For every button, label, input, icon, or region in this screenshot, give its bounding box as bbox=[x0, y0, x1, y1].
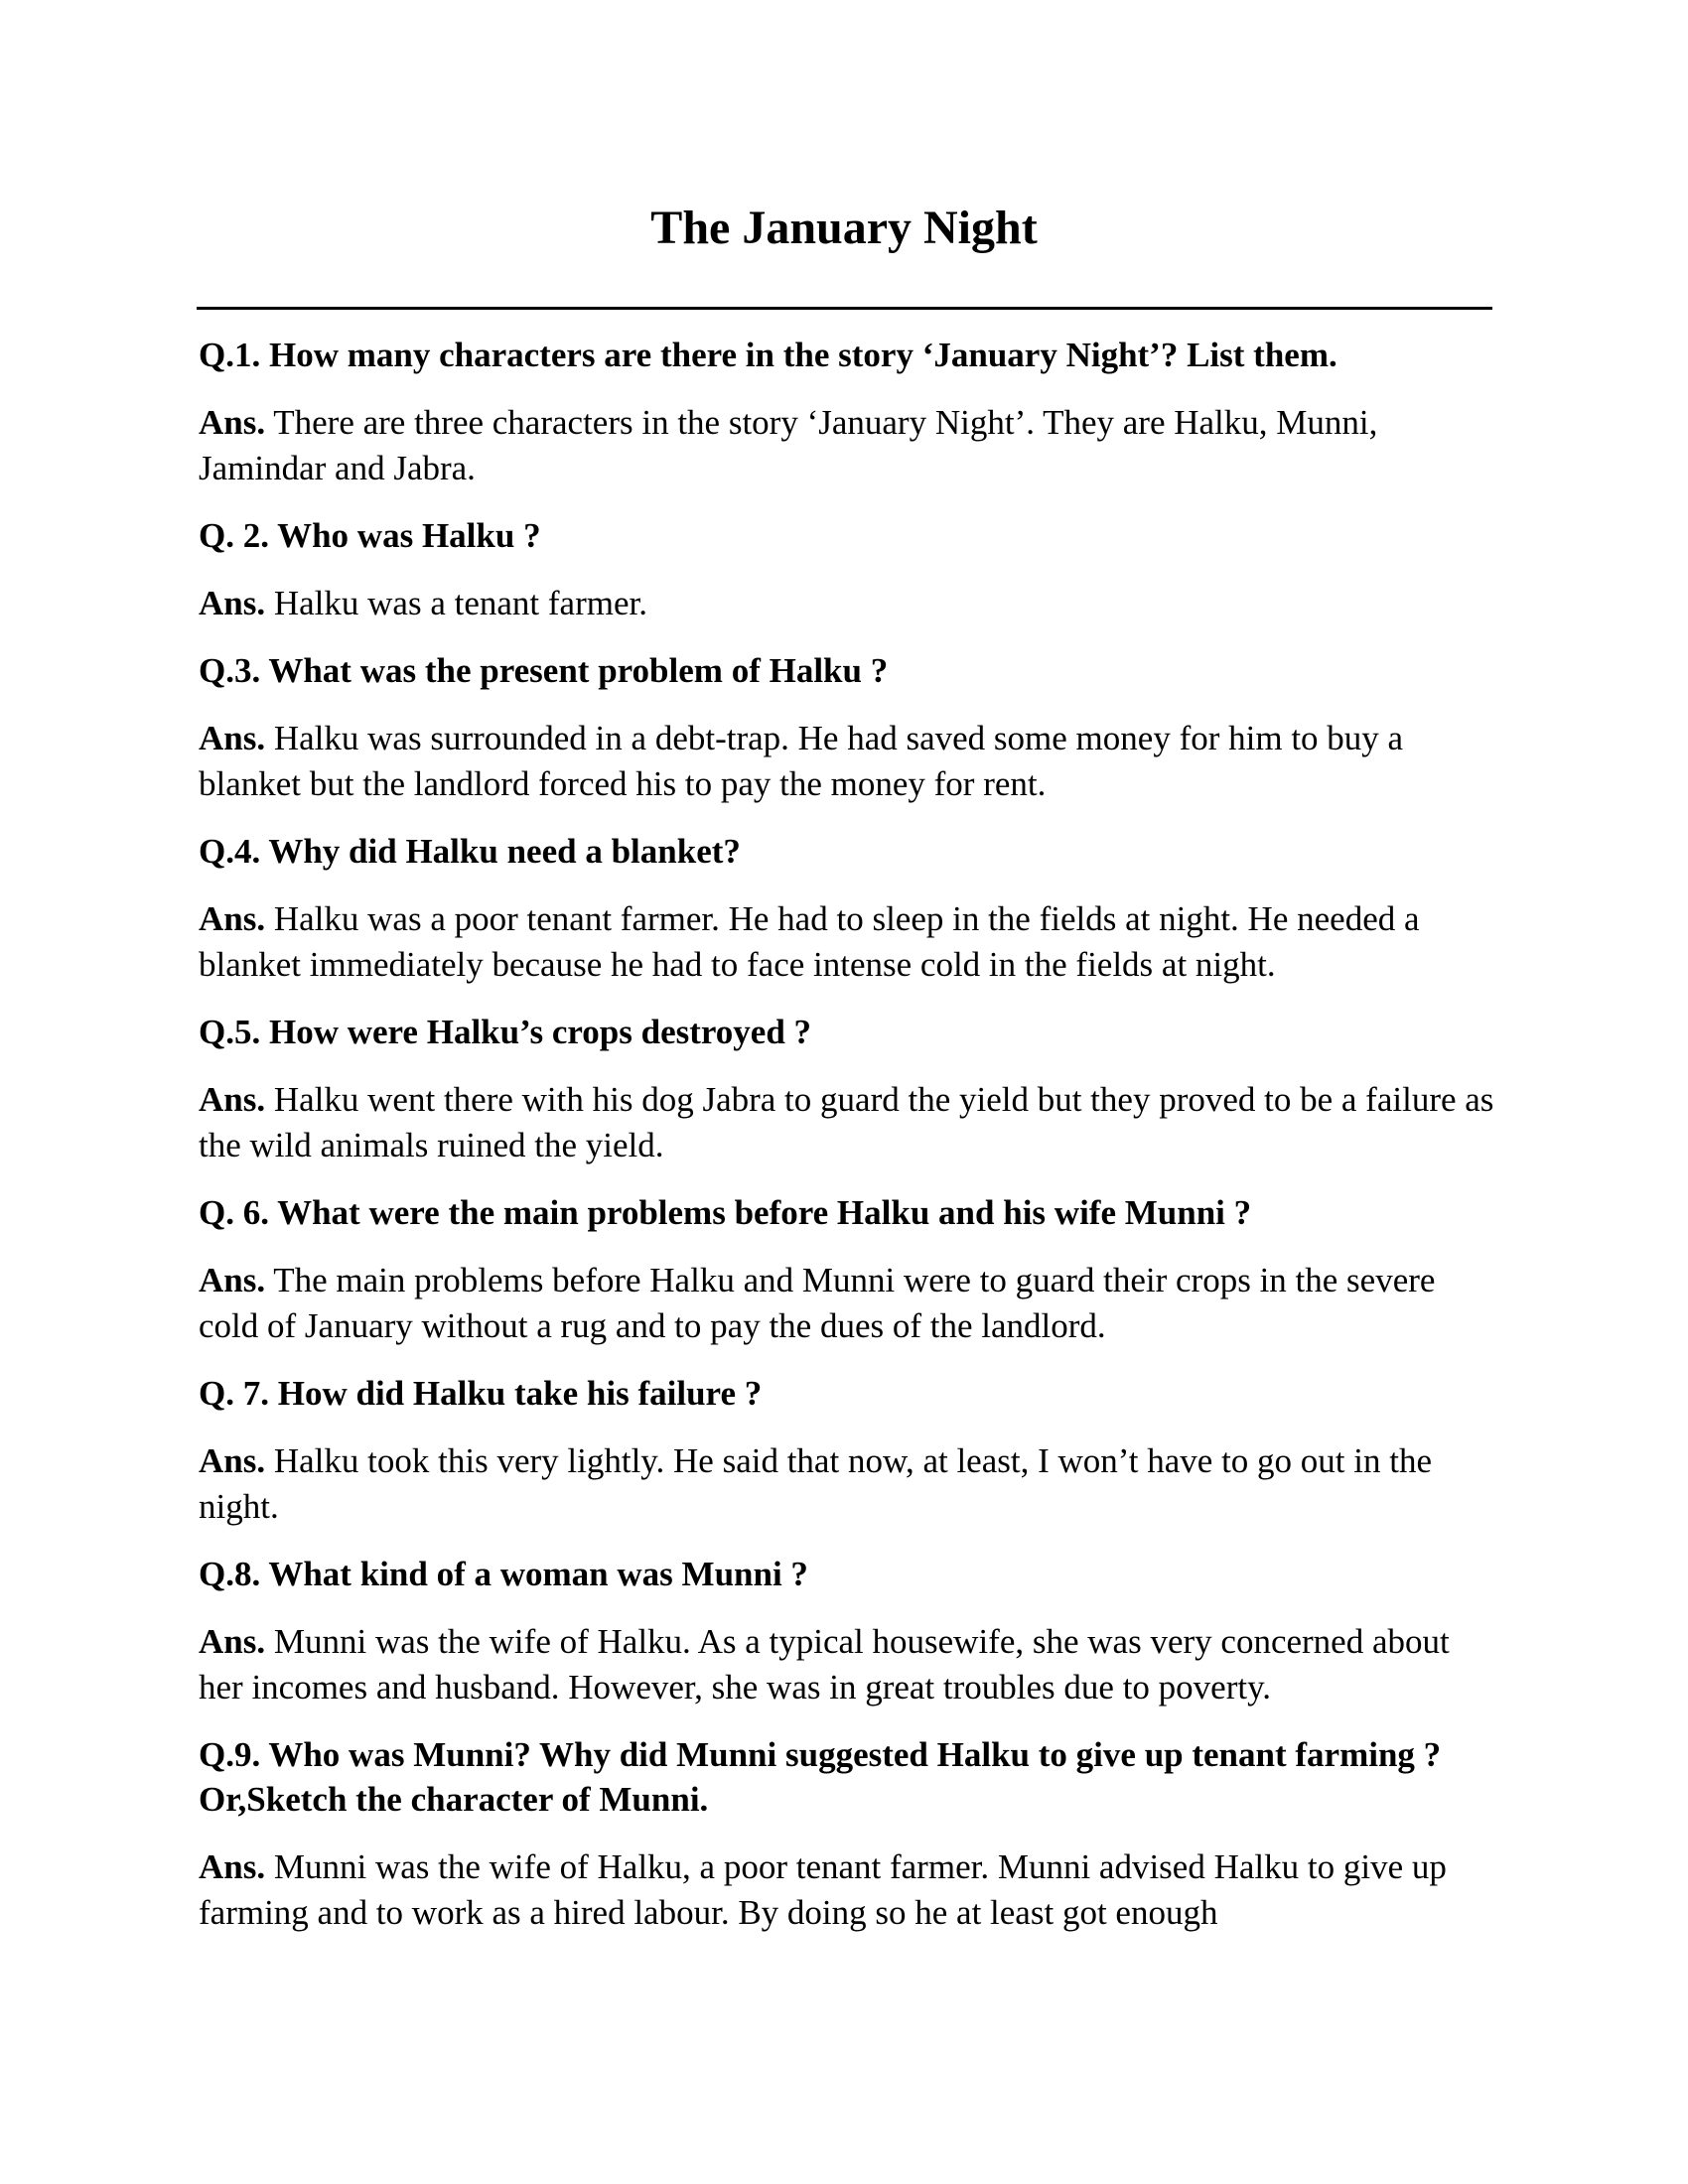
answer-label: Ans. bbox=[199, 584, 266, 622]
qa-item-2 bbox=[199, 513, 1499, 626]
answer-3 bbox=[199, 716, 1499, 807]
question-9: Q.9. Who was Munni? Why did Munni suggested Halku to give up tenant farming ? Or,Sketch the character of Munni. bbox=[199, 1735, 1442, 1819]
qa-item-6 bbox=[199, 1190, 1499, 1349]
qa-item-3 bbox=[199, 648, 1499, 807]
answer-text: Munni was the wife of Halku. As a typical housewife, she was very concerned about her incomes and husband. However, she was in great troubles due to poverty. bbox=[199, 1622, 1450, 1706]
answer-text: There are three characters in the story ‘January Night’. They are Halku, Munni, Jamindar and Jabra. bbox=[199, 403, 1378, 487]
answer-text: Halku was surrounded in a debt-trap. He had saved some money for him to buy a blanket but the landlord forced his to pay the money for rent. bbox=[199, 719, 1404, 803]
answer-1 bbox=[199, 400, 1499, 491]
qa-item-4 bbox=[199, 829, 1499, 988]
answer-2 bbox=[199, 581, 1499, 626]
qa-list bbox=[199, 333, 1499, 1958]
answer-text: The main problems before Halku and Munni were to guard their crops in the severe cold of January without a rug and to pay the dues of the landlord. bbox=[199, 1261, 1436, 1345]
answer-text: Halku was a tenant farmer. bbox=[273, 584, 647, 622]
page-title: The January Night bbox=[650, 202, 1038, 254]
qa-item-9 bbox=[199, 1732, 1499, 1936]
answer-text: Halku was a poor tenant farmer. He had to sleep in the fields at night. He needed a blanket immediately because he had to face intense cold in the fields at night. bbox=[199, 899, 1420, 984]
qa-item-5 bbox=[199, 1010, 1499, 1168]
answer-label: Ans. bbox=[199, 1847, 266, 1886]
answer-6 bbox=[199, 1258, 1499, 1349]
answer-9 bbox=[199, 1844, 1499, 1936]
question-2: Q. 2. Who was Halku ? bbox=[199, 516, 541, 555]
answer-label: Ans. bbox=[199, 403, 266, 442]
answer-4 bbox=[199, 896, 1499, 988]
answer-label: Ans. bbox=[199, 1441, 266, 1480]
answer-8 bbox=[199, 1619, 1499, 1710]
answer-text: Halku took this very lightly. He said that now, at least, I won’t have to go out in the night. bbox=[199, 1441, 1433, 1526]
answer-text: Munni was the wife of Halku, a poor tenant farmer. Munni advised Halku to give up farming and to work as a hired labour. By doing so he at least got enough bbox=[199, 1847, 1447, 1932]
answer-7 bbox=[199, 1438, 1499, 1530]
question-6: Q. 6. What were the main problems before Halku and his wife Munni ? bbox=[199, 1193, 1252, 1232]
answer-5 bbox=[199, 1077, 1499, 1168]
question-7: Q. 7. How did Halku take his failure ? bbox=[199, 1374, 763, 1413]
answer-label: Ans. bbox=[199, 1261, 266, 1299]
question-4: Q.4. Why did Halku need a blanket? bbox=[199, 832, 741, 871]
question-3: Q.3. What was the present problem of Halku ? bbox=[199, 651, 889, 690]
answer-text: Halku went there with his dog Jabra to guard the yield but they proved to be a failure as the wild animals ruined the yield. bbox=[199, 1080, 1494, 1164]
question-5: Q.5. How were Halku’s crops destroyed ? bbox=[199, 1013, 812, 1051]
question-1: Q.1. How many characters are there in the story ‘January Night’? List them. bbox=[199, 336, 1337, 374]
answer-label: Ans. bbox=[199, 1080, 266, 1119]
question-8: Q.8. What kind of a woman was Munni ? bbox=[199, 1555, 808, 1593]
answer-label: Ans. bbox=[199, 1622, 266, 1661]
title-divider bbox=[197, 307, 1492, 310]
answer-label: Ans. bbox=[199, 899, 266, 938]
qa-item-7 bbox=[199, 1371, 1499, 1530]
answer-label: Ans. bbox=[199, 719, 266, 757]
qa-item-1 bbox=[199, 333, 1499, 491]
qa-item-8 bbox=[199, 1552, 1499, 1710]
